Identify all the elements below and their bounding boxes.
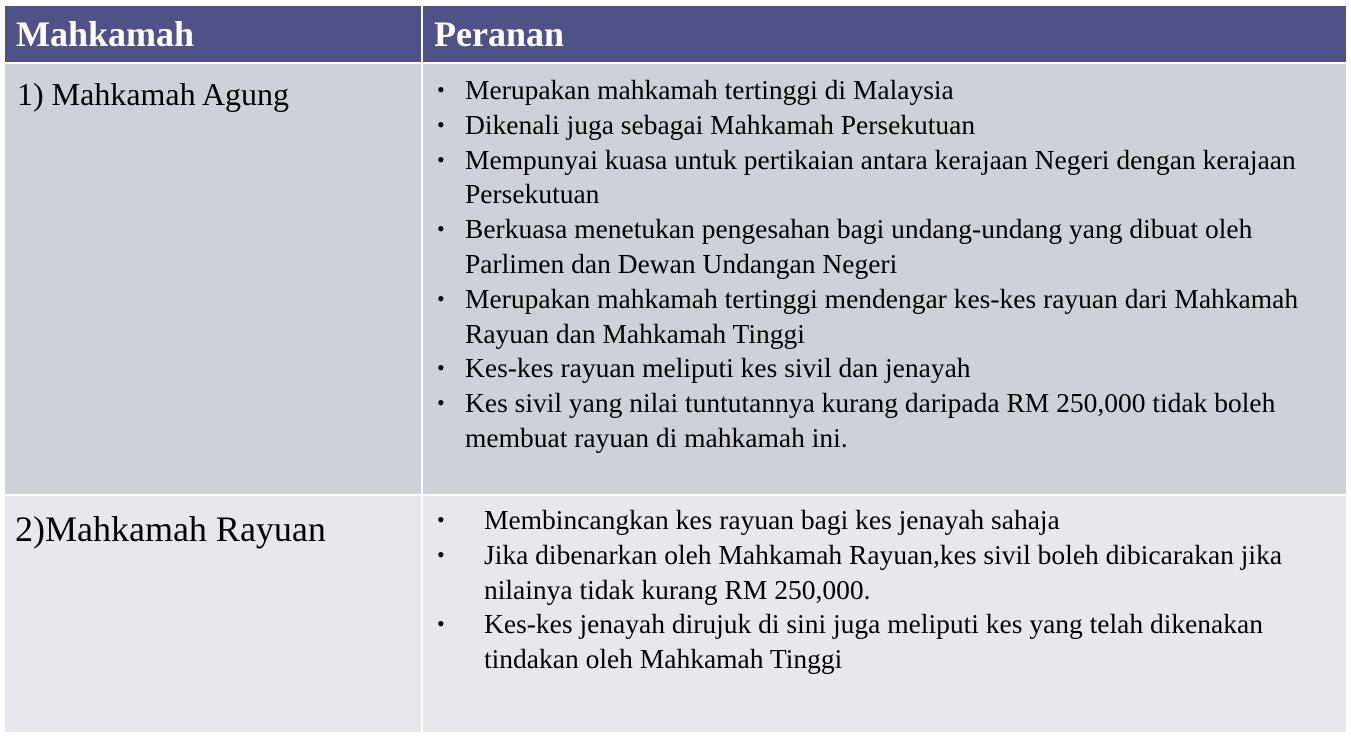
- role-text: Kes-kes jenayah dirujuk di sini juga meliputi kes yang telah dikenakan tindakan oleh Mahkamah Tinggi: [484, 608, 1263, 675]
- list-item: [423, 386, 1346, 456]
- court-name: 2)Mahkamah Rayuan: [15, 509, 326, 549]
- list-item: [423, 212, 1346, 282]
- bullet-icon: •: [437, 541, 445, 567]
- table-row: [4, 63, 1347, 495]
- list-item: [423, 108, 1346, 143]
- roles-cell: [422, 63, 1347, 495]
- bullet-icon: •: [437, 390, 445, 416]
- roles-list: [423, 496, 1346, 677]
- list-item: [423, 607, 1346, 677]
- role-text: Jika dibenarkan oleh Mahkamah Rayuan,kes sivil boleh dibicarakan jika nilainya tidak kurang RM 250,000.: [484, 538, 1283, 605]
- bullet-icon: •: [437, 111, 445, 137]
- bullet-icon: •: [437, 285, 445, 311]
- role-text: Dikenali juga sebagai Mahkamah Persekutuan: [465, 108, 976, 140]
- list-item: [423, 503, 1346, 538]
- role-text: Kes-kes rayuan meliputi kes sivil dan jenayah: [465, 352, 971, 384]
- bullet-icon: •: [437, 507, 445, 532]
- list-item: [423, 351, 1346, 386]
- court-cell: [4, 495, 422, 733]
- table-header-row: [4, 5, 1347, 63]
- bullet-icon: •: [437, 611, 445, 637]
- list-item: [423, 73, 1346, 108]
- role-text: Membincangkan kes rayuan bagi kes jenayah sahaja: [484, 504, 1060, 535]
- court-cell: [4, 63, 422, 495]
- role-text: Merupakan mahkamah tertinggi di Malaysia: [465, 74, 954, 105]
- bullet-icon: •: [437, 216, 445, 242]
- court-name: 1) Mahkamah Agung: [17, 76, 289, 112]
- list-item: [423, 143, 1346, 213]
- roles-list: [423, 64, 1346, 456]
- header-role: Peranan: [422, 5, 1347, 63]
- court-roles-table: [3, 4, 1348, 734]
- list-item: [423, 282, 1346, 352]
- table-row: [4, 495, 1347, 733]
- role-text: Berkuasa menetukan pengesahan bagi undang-undang yang dibuat oleh Parlimen dan Dewan Undangan Negeri: [465, 213, 1253, 279]
- header-court: Mahkamah: [4, 5, 422, 63]
- roles-cell: [422, 495, 1347, 733]
- bullet-icon: •: [437, 77, 445, 102]
- list-item: [423, 538, 1346, 608]
- role-text: Kes sivil yang nilai tuntutannya kurang daripada RM 250,000 tidak boleh membuat rayuan di mahkamah ini.: [465, 387, 1276, 453]
- role-text: Merupakan mahkamah tertinggi mendengar kes-kes rayuan dari Mahkamah Rayuan dan Mahkamah Tinggi: [465, 282, 1299, 349]
- bullet-icon: •: [437, 355, 445, 381]
- bullet-icon: •: [437, 146, 445, 172]
- role-text: Mempunyai kuasa untuk pertikaian antara kerajaan Negeri dengan kerajaan Persekutuan: [465, 143, 1296, 210]
